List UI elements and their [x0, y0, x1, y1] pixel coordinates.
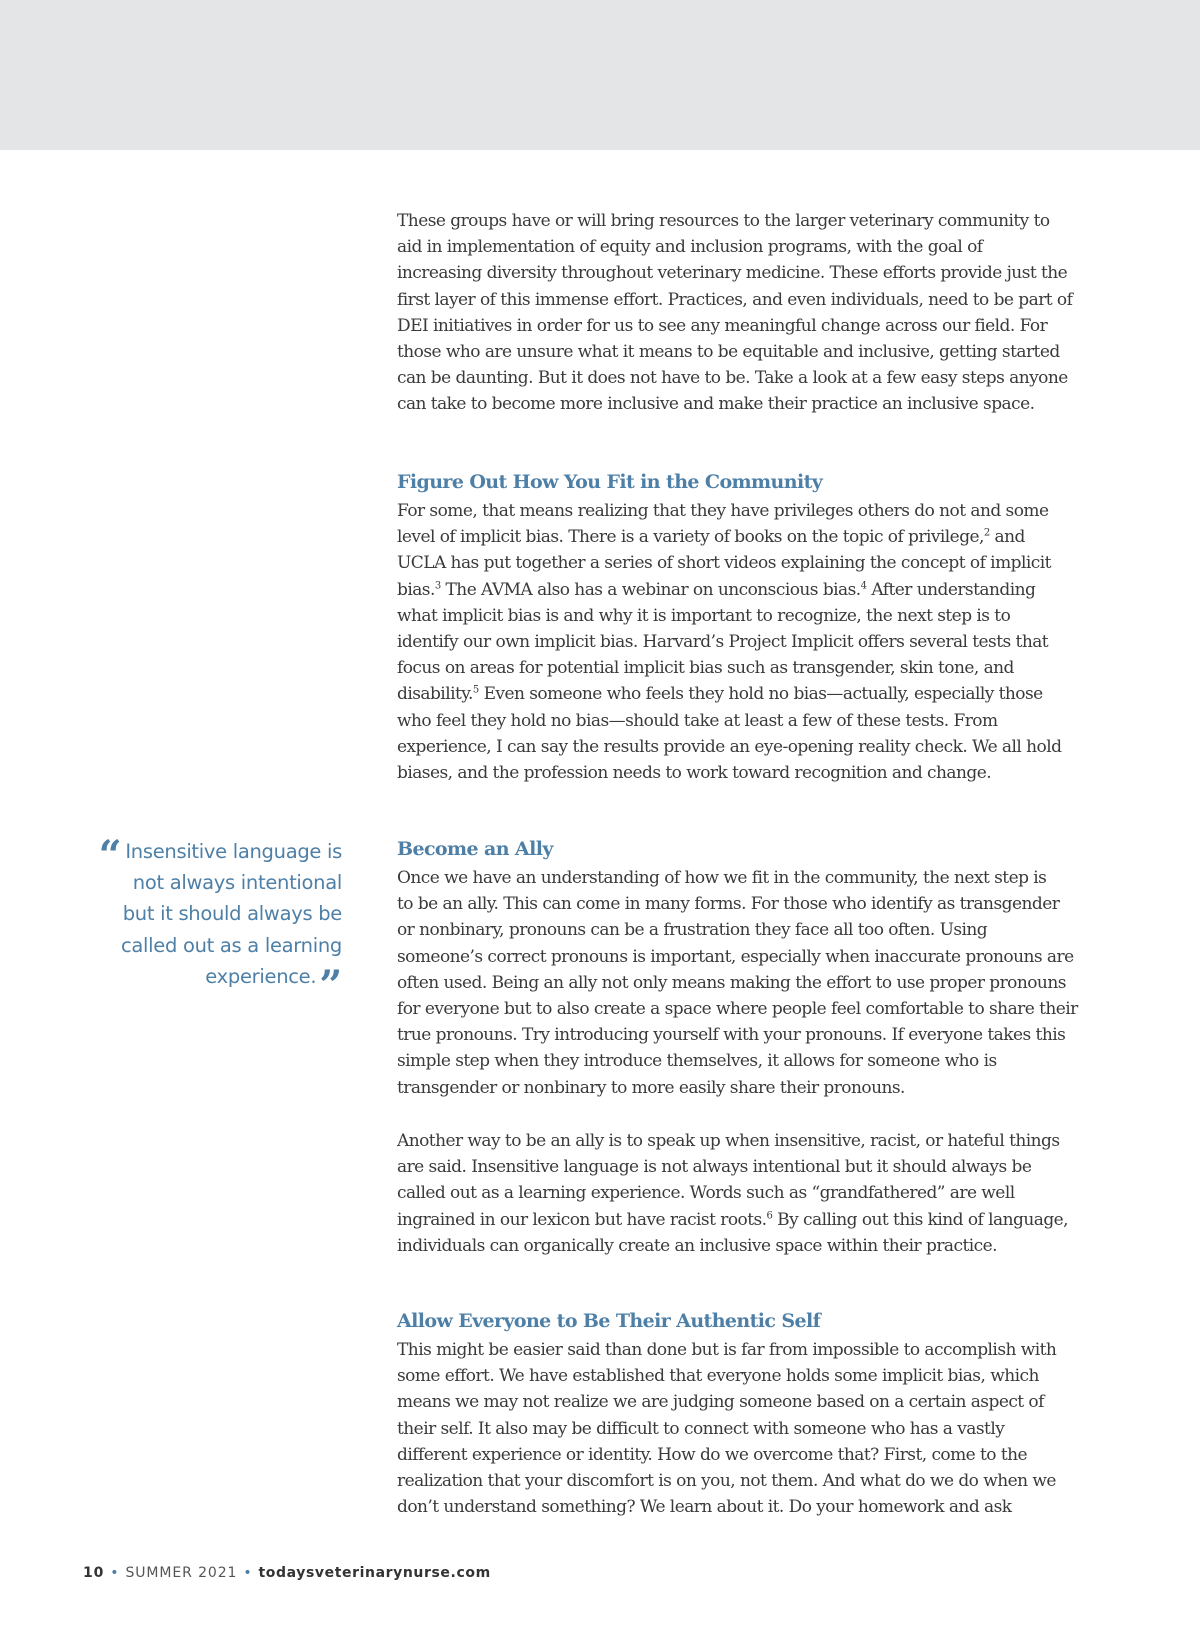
footnote-ref: 6 — [766, 1209, 773, 1221]
section-community-paragraph — [397, 498, 1093, 786]
text-line: increasing diversity throughout veterinary medicine. These efforts provide just the — [397, 263, 1068, 284]
footnote-ref: 4 — [860, 579, 867, 591]
text-line: their self. It also may be difficult to connect with someone who has a vastly — [397, 1418, 1005, 1439]
pull-quote-line: Insensitive language is — [125, 840, 342, 863]
text-line: some effort. We have established that everyone holds some implicit bias, which — [397, 1366, 1039, 1387]
text-line: means we may not realize we are judging someone based on a certain aspect of — [397, 1392, 1044, 1413]
section-heading-authentic-self: Allow Everyone to Be Their Authentic Self — [397, 1310, 821, 1332]
separator: • — [243, 1565, 253, 1581]
close-quote-icon: ” — [319, 961, 342, 1009]
section-ally-paragraph-2 — [397, 1128, 1093, 1259]
pull-quote-line: called out as a learning — [120, 933, 342, 957]
section-heading-community: Figure Out How You Fit in the Community — [397, 471, 823, 493]
text-line: experience, I can say the results provide an eye-opening reality check. We all hold — [397, 736, 1062, 757]
text-line: different experience or identity. How do we overcome that? First, come to the — [397, 1444, 1028, 1465]
text-line: or nonbinary, pronouns can be a frustration they face all too often. Using — [397, 920, 988, 941]
pull-quote-line: but it should always be — [122, 902, 342, 926]
text-line: focus on areas for potential implicit bias such as transgender, skin tone, and — [397, 658, 1014, 679]
text-line: to be an ally. This can come in many forms. For those who identify as transgender — [397, 894, 1060, 915]
header-band — [0, 0, 1200, 150]
text-line: first layer of this immense effort. Practices, and even individuals, need to be part of — [397, 289, 1073, 310]
section-authentic-self-paragraph — [397, 1337, 1093, 1520]
text-line: bias.$^3$ The AVMA also has a webinar on unconscious bias.$^4$ After understanding — [397, 579, 1036, 600]
section-ally-paragraph-1 — [397, 865, 1093, 1101]
text-line: can take to become more inclusive and make their practice an inclusive space. — [397, 394, 1035, 415]
text-line: transgender or nonbinary to more easily share their pronouns. — [397, 1077, 905, 1098]
text-line: level of implicit bias. There is a variety of books on the topic of privilege,$^2$ and — [397, 527, 1025, 548]
text-line: realization that your discomfort is on you, not them. And what do we do when we — [397, 1471, 1056, 1492]
website-url: todaysveterinarynurse.com — [258, 1565, 491, 1581]
text-line: disability.$^5$ Even someone who feels they hold no bias—actually, especially those — [397, 684, 1043, 705]
text-line: identify our own implicit bias. Harvard’s Project Implicit offers several tests that — [397, 632, 1049, 653]
footnote-ref: 3 — [434, 579, 441, 591]
page-footer — [83, 1565, 491, 1581]
text-line: DEI initiatives in order for us to see any meaningful change across our field. For — [397, 315, 1048, 336]
text-line: often used. Being an ally not only means making the effort to use proper pronouns — [397, 972, 1066, 993]
text-line: biases, and the profession needs to work toward recognition and change. — [397, 763, 992, 784]
text-line: aid in implementation of equity and inclusion programs, with the goal of — [397, 237, 983, 258]
pull-quote-line: experience. — [205, 964, 317, 988]
footnote-ref: 5 — [472, 684, 479, 696]
footnote-ref: 2 — [983, 527, 990, 539]
pull-quote-line: not always intentional — [132, 871, 342, 895]
text-line: individuals can organically create an inclusive space within their practice. — [397, 1235, 997, 1256]
text-line: what implicit bias is and why it is important to recognize, the next step is to — [397, 605, 1011, 626]
separator: • — [110, 1565, 120, 1581]
text-line: simple step when they introduce themselves, it allows for someone who is — [397, 1051, 997, 1072]
text-line: are said. Insensitive language is not always intentional but it should always be — [397, 1157, 1032, 1178]
text-line: Once we have an understanding of how we fit in the community, the next step is — [397, 868, 1047, 888]
text-line: For some, that means realizing that they have privileges others do not and some — [397, 501, 1049, 521]
text-line: UCLA has put together a series of short videos explaining the concept of implicit — [397, 553, 1051, 574]
issue-label: SUMMER 2021 — [125, 1565, 238, 1581]
text-line: These groups have or will bring resources to the larger veterinary community to — [397, 211, 1050, 231]
intro-paragraph — [397, 208, 1093, 418]
text-line: for everyone but to also create a space where people feel comfortable to share their — [397, 999, 1078, 1020]
text-line: can be daunting. But it does not have to be. Take a look at a few easy steps anyone — [397, 368, 1068, 389]
text-line: Another way to be an ally is to speak up when insensitive, racist, or hateful things — [397, 1131, 1060, 1151]
open-quote-icon: “ — [98, 832, 122, 879]
text-line: true pronouns. Try introducing yourself with your pronouns. If everyone takes this — [397, 1025, 1066, 1046]
text-line: who feel they hold no bias—should take at least a few of these tests. From — [397, 710, 998, 731]
text-line: someone’s correct pronouns is important, especially when inaccurate pronouns are — [397, 946, 1074, 967]
text-line: called out as a learning experience. Words such as “grandfathered” are well — [397, 1183, 1015, 1204]
text-line: ingrained in our lexicon but have racist roots.$^6$ By calling out this kind of language, — [397, 1209, 1069, 1230]
page-number: 10 — [83, 1565, 105, 1581]
text-line: don’t understand something? We learn about it. Do your homework and ask — [397, 1497, 1012, 1518]
text-line: This might be easier said than done but is far from impossible to accomplish with — [397, 1340, 1057, 1360]
pull-quote — [60, 832, 342, 1009]
text-line: those who are unsure what it means to be equitable and inclusive, getting started — [397, 342, 1060, 363]
section-heading-ally: Become an Ally — [397, 838, 553, 860]
